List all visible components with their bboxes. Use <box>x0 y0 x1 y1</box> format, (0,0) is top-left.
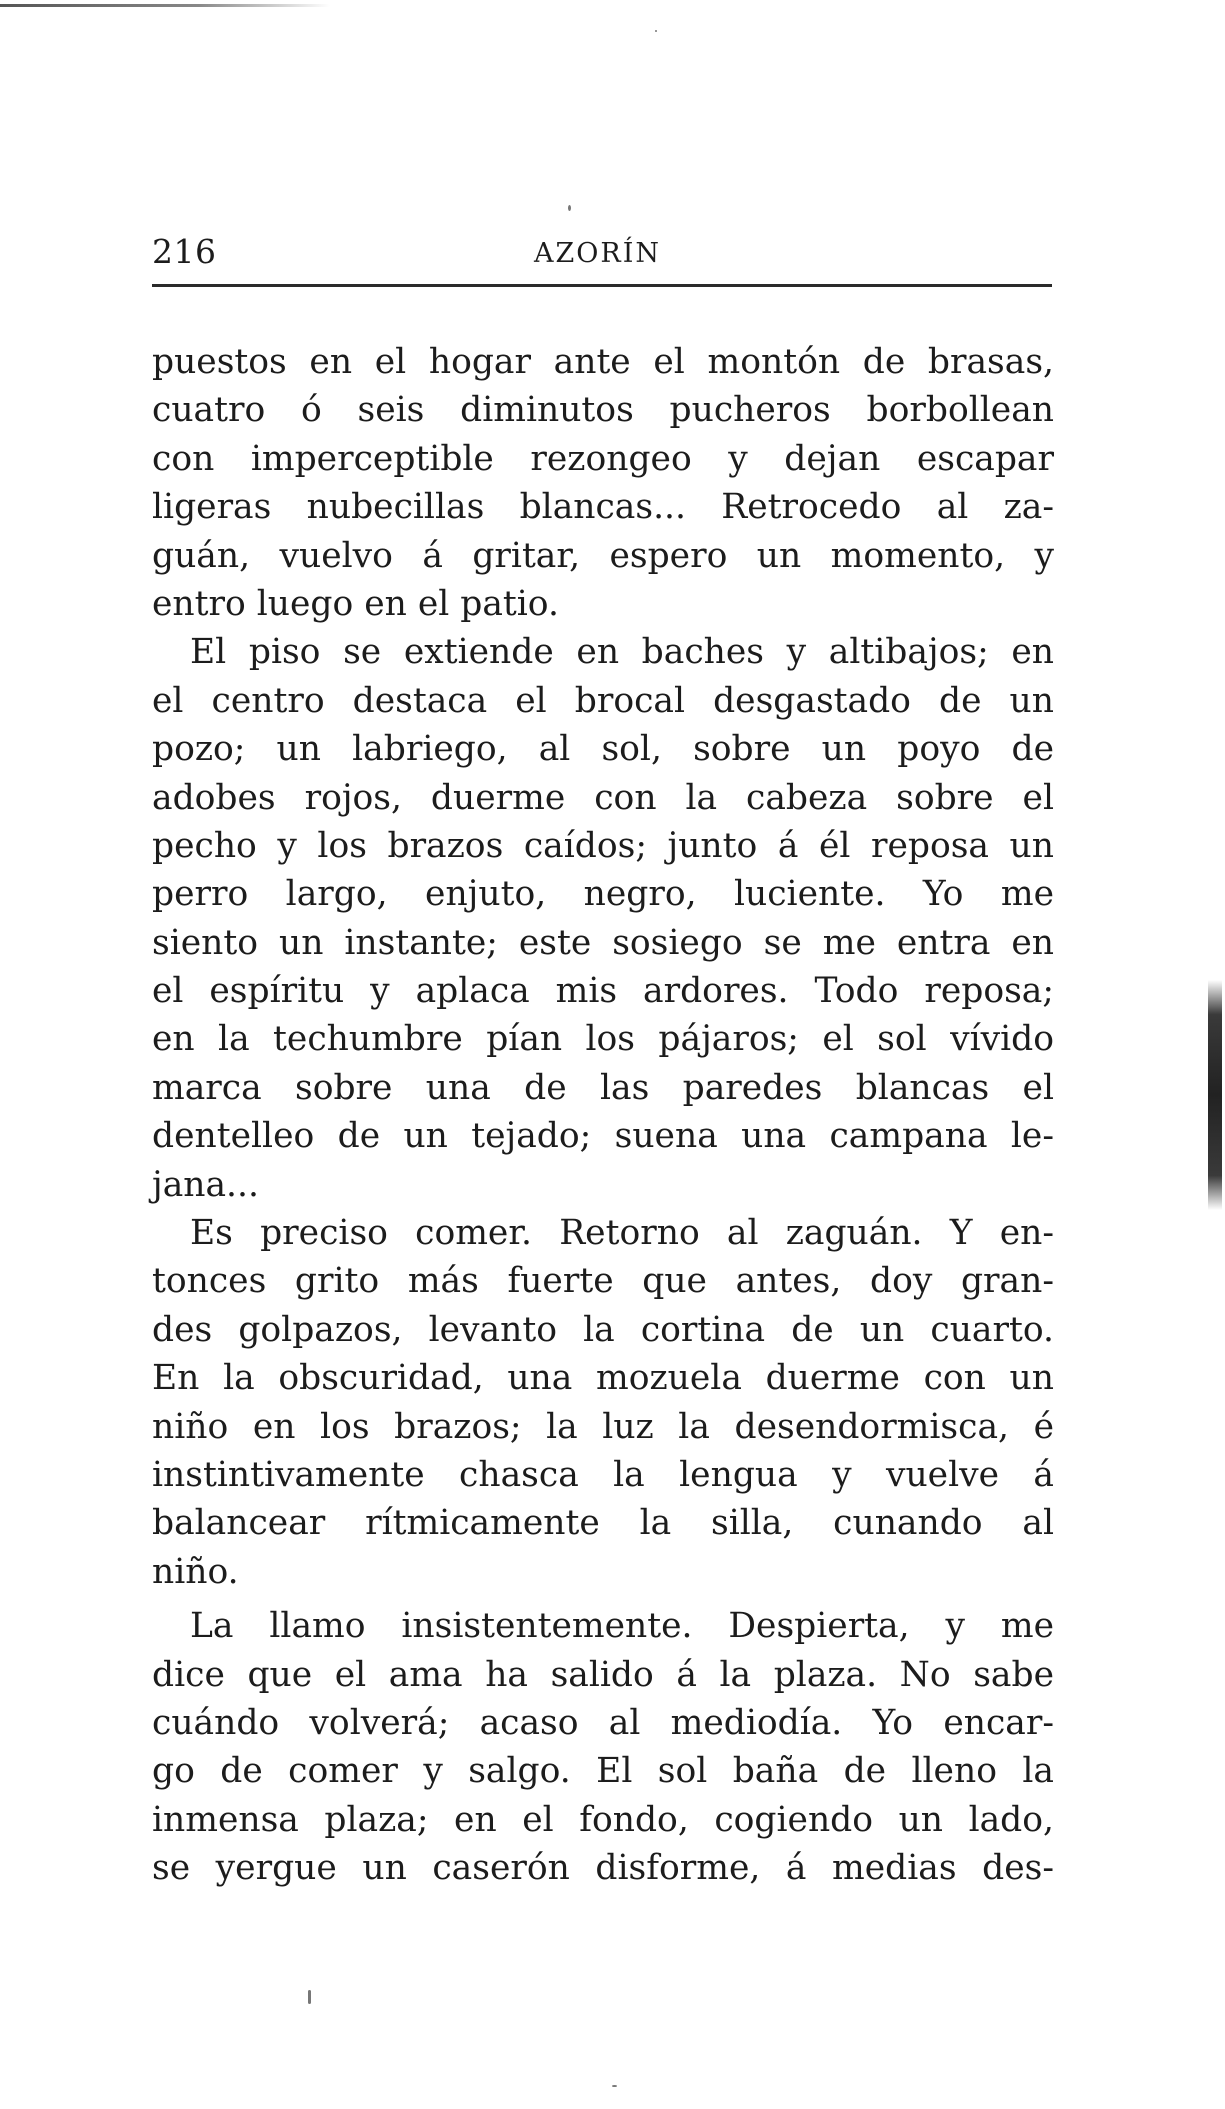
text-line: go de comer y salgo. El sol baña de lleno la <box>152 1751 1054 1792</box>
text-line: La llamo insistentemente. Despierta, y me <box>190 1606 1054 1647</box>
text-line: En la obscuridad, una mozuela duerme con un <box>152 1358 1054 1399</box>
scan-edge-mark <box>0 4 330 7</box>
text-line: des golpazos, levanto la cortina de un cuarto. <box>152 1309 1054 1350</box>
text-line: cuándo volverá; acaso al mediodía. Yo encar- <box>152 1702 1054 1743</box>
text-line: balancear rítmicamente la silla, cunando al <box>152 1503 1054 1544</box>
text-line: adobes rojos, duerme con la cabeza sobre el <box>152 777 1054 818</box>
text-line: siento un instante; este sosiego se me entra en <box>152 922 1054 963</box>
text-line: el centro destaca el brocal desgastado de un <box>152 680 1054 721</box>
text-line: marca sobre una de las paredes blancas el <box>152 1067 1054 1108</box>
scan-edge-shadow <box>1208 980 1222 1210</box>
text-line: tonces grito más fuerte que antes, doy gran- <box>152 1261 1054 1302</box>
text-line: en la techumbre pían los pájaros; el sol vívido <box>152 1019 1054 1060</box>
header-rule <box>152 284 1052 287</box>
paper-speck <box>308 1990 311 2004</box>
text-line: puestos en el hogar ante el montón de brasas, <box>152 342 1054 382</box>
paper-speck <box>655 30 657 32</box>
text-line: perro largo, enjuto, negro, luciente. Yo me <box>152 874 1054 915</box>
text-line: con imperceptible rezongeo y dejan escapar <box>152 438 1054 479</box>
text-line: Es preciso comer. Retorno al zaguán. Y en- <box>190 1213 1054 1254</box>
page-number: 216 <box>152 232 217 271</box>
text-line: niño en los brazos; la luz la desendormisca, é <box>152 1406 1054 1447</box>
text-line: dentelleo de un tejado; suena una campana le- <box>152 1116 1054 1157</box>
text-line: se yergue un caserón disforme, á medias des- <box>152 1848 1054 1889</box>
text-line: instintivamente chasca la lengua y vuelve á <box>152 1454 1054 1495</box>
text-line: el espíritu y aplaca mis ardores. Todo reposa; <box>152 971 1054 1012</box>
body-text <box>152 338 1054 1893</box>
text-line: ligeras nubecillas blancas... Retrocedo al za- <box>152 487 1054 528</box>
text-line: pozo; un labriego, al sol, sobre un poyo de <box>152 729 1054 770</box>
text-line: El piso se extiende en baches y altibajos; en <box>190 632 1054 673</box>
text-line: dice que el ama ha salido á la plaza. No sabe <box>152 1654 1054 1695</box>
running-head <box>152 232 1054 276</box>
paper-speck <box>612 2085 617 2087</box>
text-line: guán, vuelvo á gritar, espero un momento, y <box>152 535 1054 576</box>
text-line: jana... <box>152 1164 259 1205</box>
text-line: niño. <box>152 1551 239 1592</box>
text-line: entro luego en el patio. <box>152 583 559 624</box>
text-line: pecho y los brazos caídos; junto á él reposa un <box>152 825 1054 866</box>
text-line: cuatro ó seis diminutos pucheros borbollean <box>152 390 1054 431</box>
text-line: inmensa plaza; en el fondo, cogiendo un lado, <box>152 1799 1054 1840</box>
running-title: AZORÍN <box>534 238 662 269</box>
paper-speck <box>568 205 571 211</box>
